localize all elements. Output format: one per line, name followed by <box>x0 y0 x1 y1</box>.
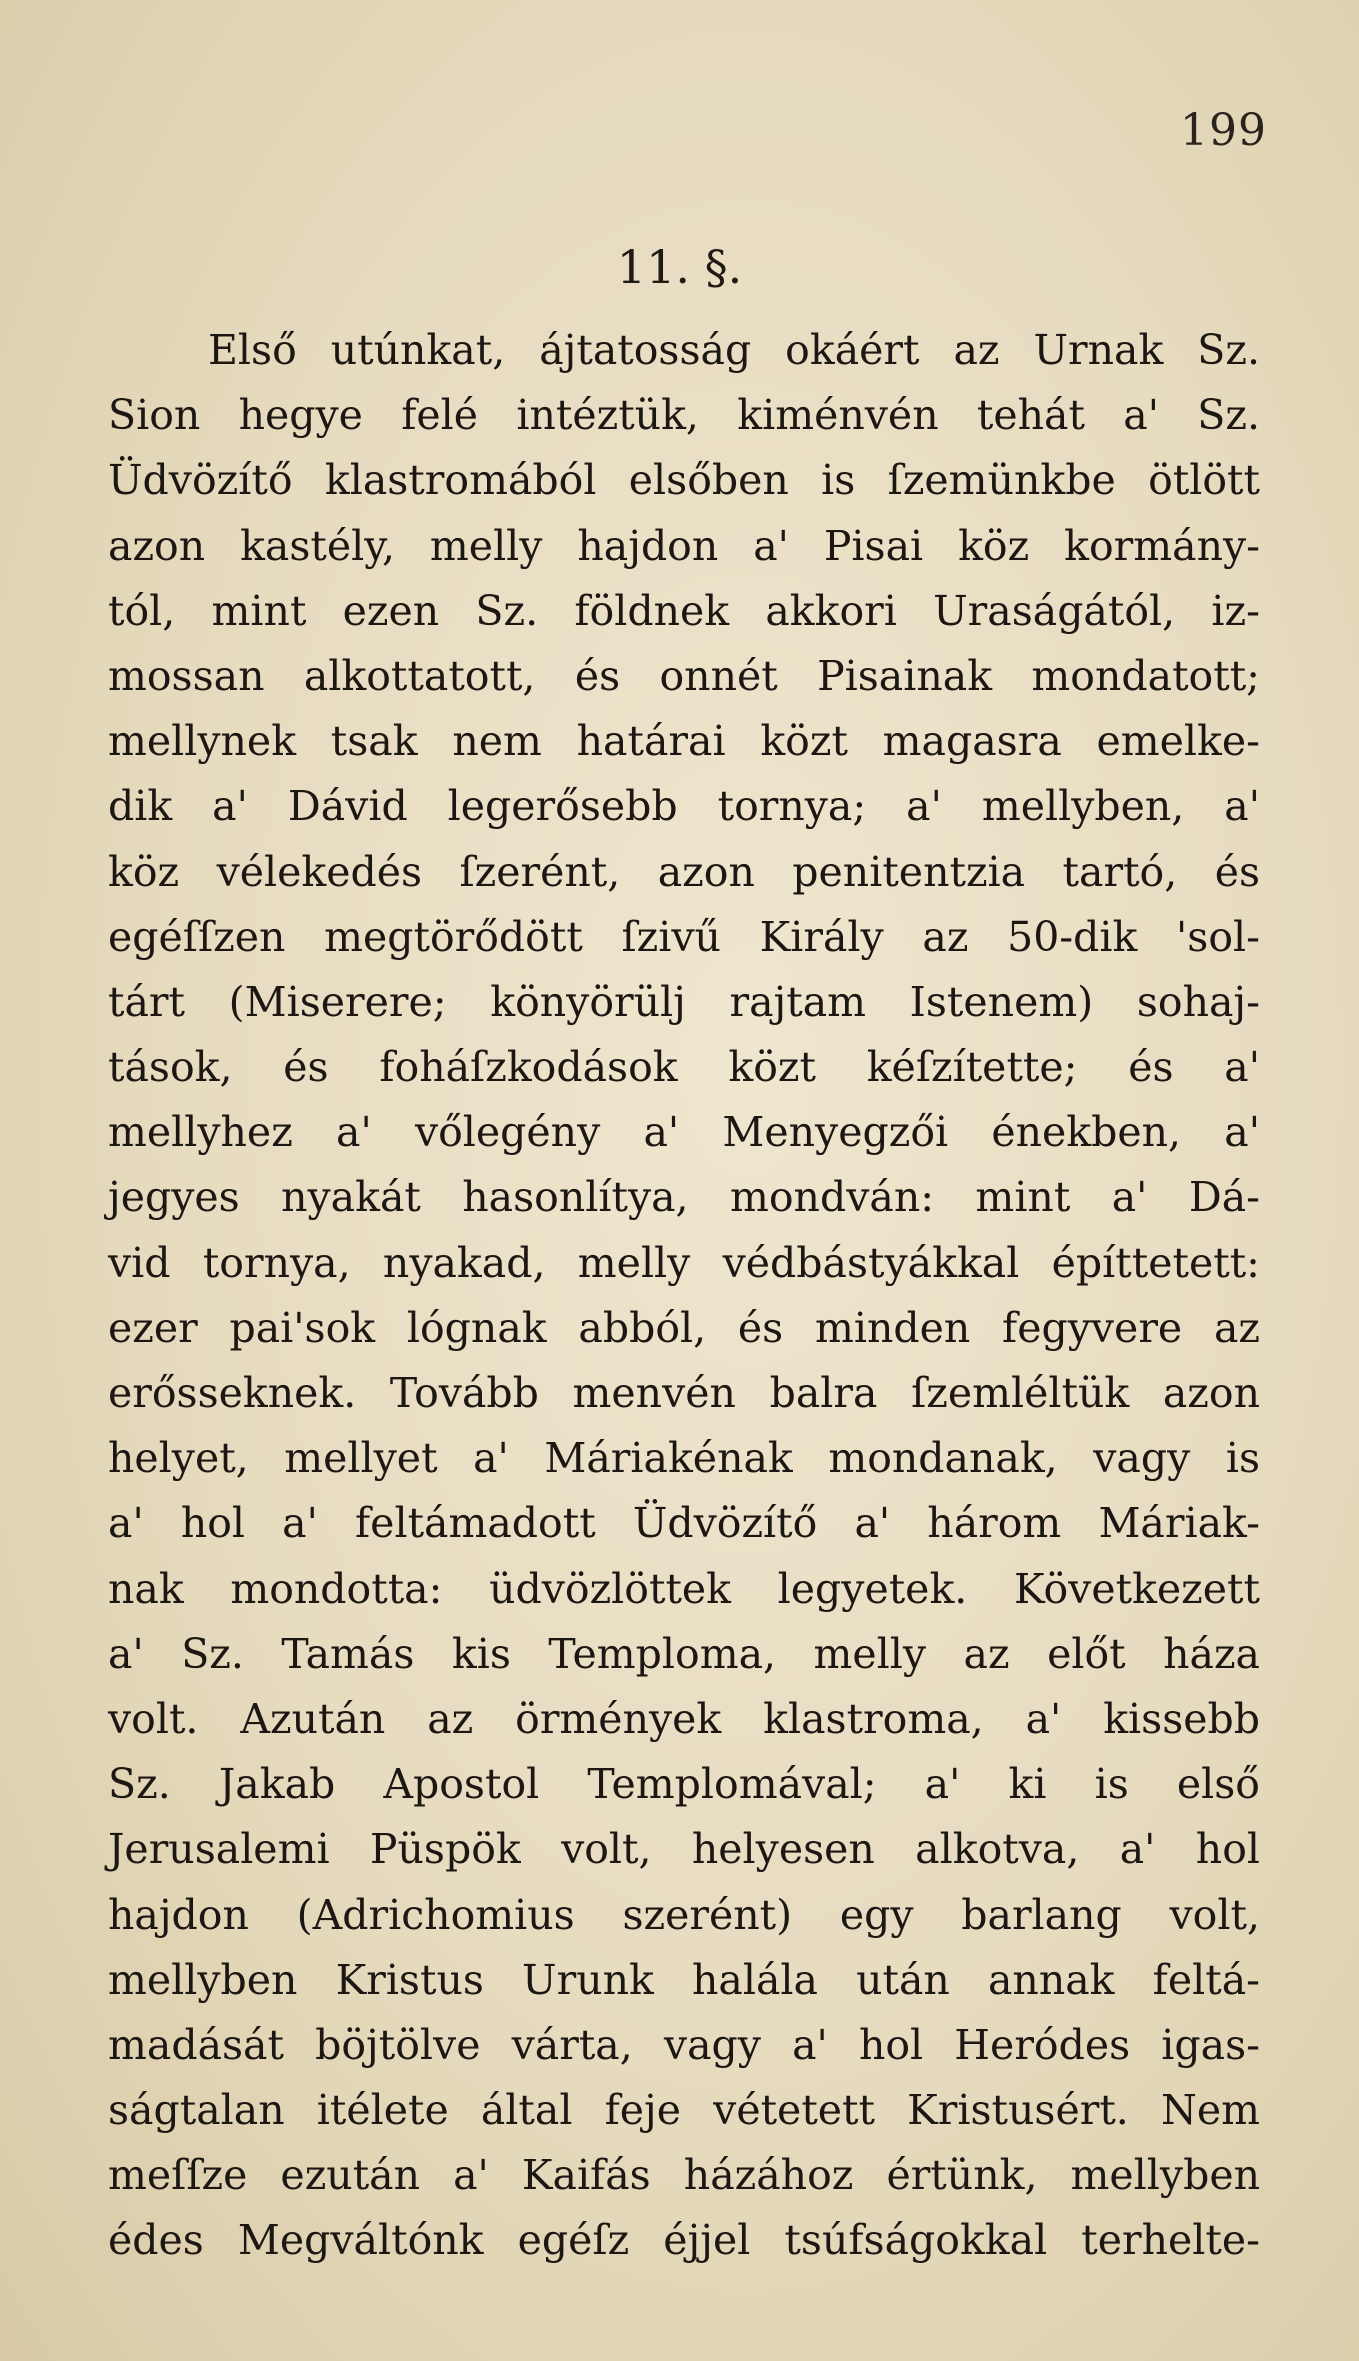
text-line: helyet, mellyet a' Máriakénak mondanak, vagy is <box>108 1434 1260 1483</box>
page-number: 199 <box>1180 105 1267 156</box>
text-line: Jerusalemi Püspök volt, helyesen alkotva, a' hol <box>108 1825 1260 1874</box>
text-line: volt. Azután az örmények klastroma, a' kissebb <box>108 1694 1260 1743</box>
text-line: vid tornya, nyakad, melly védbástyákkal építtetett: <box>108 1238 1260 1287</box>
text-line: meſſze ezután a' Kaifás házához értünk, mellyben <box>108 2151 1260 2200</box>
text-line: tól, mint ezen Sz. földnek akkori Uraságától, iz- <box>108 586 1260 635</box>
text-line: a' hol a' feltámadott Üdvözítő a' három Máriak- <box>108 1499 1260 1548</box>
text-line: mellynek tsak nem határai közt magasra emelke- <box>108 717 1260 766</box>
text-line: édes Megváltónk egéſz éjjel tsúfságokkal terhelte- <box>108 2216 1260 2265</box>
text-line: mellyhez a' vőlegény a' Menyegzői énekben, a' <box>108 1108 1260 1157</box>
text-line: ezer pai'sok lógnak abból, és minden fegyvere az <box>108 1303 1260 1352</box>
text-line: dik a' Dávid legerősebb tornya; a' mellyben, a' <box>108 782 1260 831</box>
text-line: tárt (Miserere; könyörülj rajtam Istenem) sohaj- <box>108 977 1260 1026</box>
text-line: hajdon (Adrichomius szerént) egy barlang volt, <box>108 1890 1260 1939</box>
text-line: egéſſzen megtörődött ſzivű Király az 50-dik 'sol- <box>108 912 1260 961</box>
text-line: Sion hegye felé intéztük, kiménvén tehát a' Sz. <box>108 391 1260 440</box>
text-line: mossan alkottatott, és onnét Pisainak mondatott; <box>108 651 1260 700</box>
text-line: ságtalan itélete által feje vétetett Kristusért. Nem <box>108 2086 1260 2135</box>
text-line: Első utúnkat, ájtatosság okáért az Urnak Sz. <box>208 326 1260 374</box>
text-line: Üdvözítő klastromából elsőben is ſzemünkbe ötlött <box>108 456 1260 505</box>
text-line: mellyben Kristus Urunk halála után annak feltá- <box>108 1955 1260 2004</box>
text-line: köz vélekedés ſzerént, azon penitentzia tartó, és <box>108 847 1260 896</box>
text-line: nak mondotta: üdvözlöttek legyetek. Következett <box>108 1564 1260 1613</box>
text-line: Sz. Jakab Apostol Templomával; a' ki is első <box>108 1760 1260 1809</box>
text-line: tások, és foháſzkodások közt kéſzítette; és a' <box>108 1043 1260 1092</box>
section-heading: 11. §. <box>616 240 743 294</box>
body-text <box>108 318 1260 2274</box>
text-line: madását böjtölve várta, vagy a' hol Heródes igas- <box>108 2020 1260 2069</box>
text-line: azon kastély, melly hajdon a' Pisai köz kormány- <box>108 521 1260 570</box>
text-line: jegyes nyakát hasonlítya, mondván: mint a' Dá- <box>108 1173 1260 1222</box>
text-line: a' Sz. Tamás kis Temploma, melly az előt háza <box>108 1629 1260 1678</box>
text-line: erősseknek. Tovább menvén balra ſzemléltük azon <box>108 1369 1260 1417</box>
